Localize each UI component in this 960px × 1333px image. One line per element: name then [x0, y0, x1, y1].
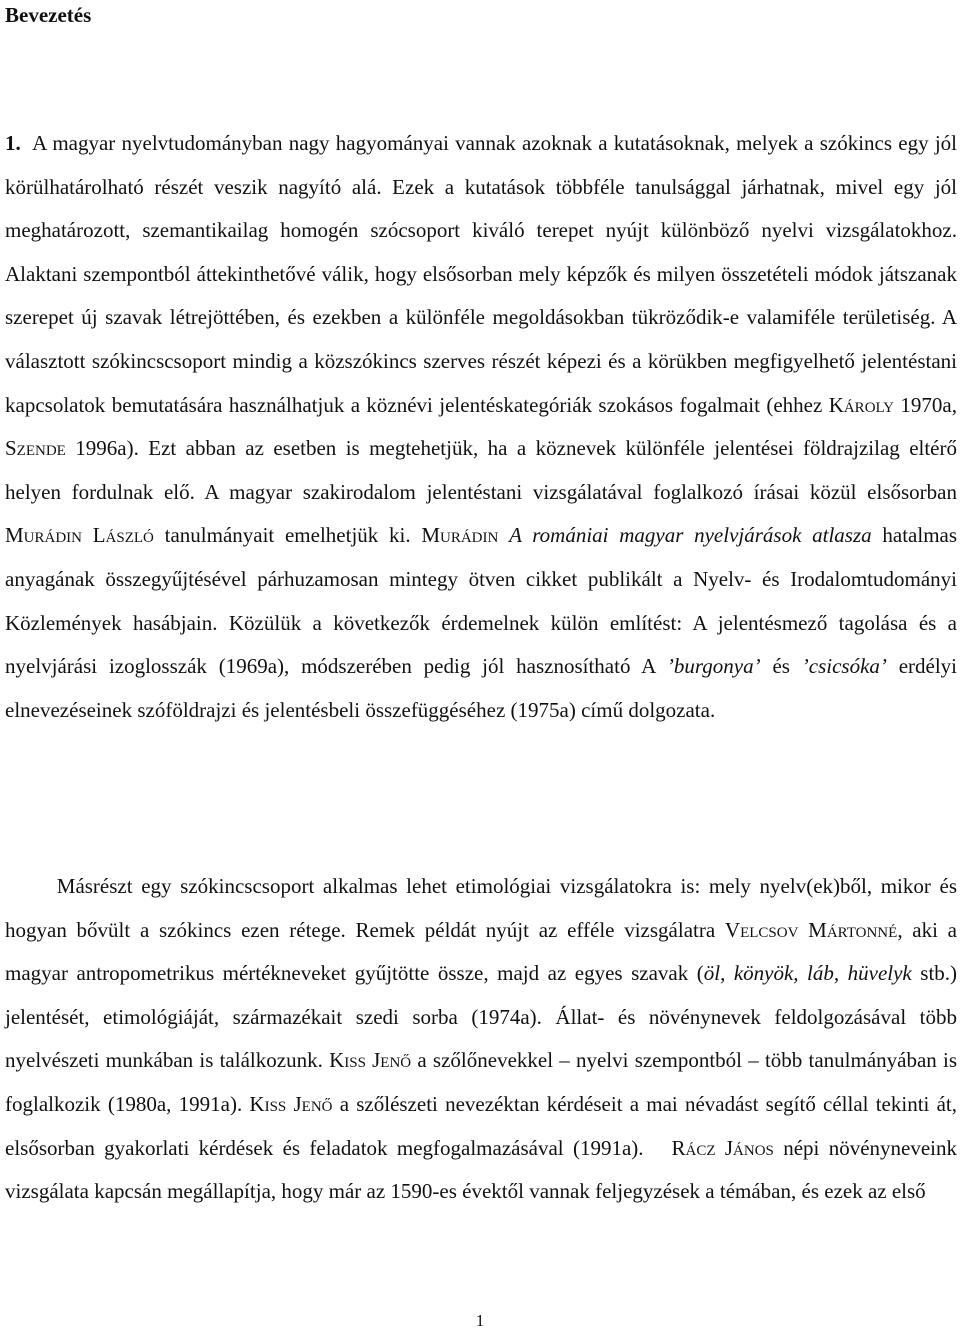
section-heading: Bevezetés	[5, 3, 92, 27]
paragraph-1-text-4: tanulmányait emelhetjük ki.	[164, 523, 411, 548]
author-name: Szende	[5, 436, 66, 461]
paragraph-1-text-1: A magyar nyelvtudományban nagy hagyományai vannak azoknak a kutatásoknak, melyek a szókincs egy jól körülhatárolható részét veszik nagyító alá. Ezek a kutatások többféle tanulsággal járhatnak, mivel egy jól meghatározott, szemantikailag homogén szócsoport kiváló terepet nyújt különböző nyelvi vizsgálatokhoz. Alaktani szempontból áttekinthetővé válik, hogy elsősorban mely képzők és milyen összetételi módok játszanak szerepet új szavak létrejöttében, és ezekben a különféle megoldásokban tükröződik-e valamiféle területiség. A választott szókincscsoport mindig a közszókincs szerves részét képezi és a körükben megfigyelhető jelentéstani kapcsolatok bemutatására használhatjuk a köznévi jelentéskategóriák szokásos fogalmait (ehhez	[5, 131, 957, 417]
work-title: A romániai magyar nyelvjárások atlasza	[509, 523, 872, 548]
paragraph-1	[5, 122, 957, 732]
paragraph-2	[5, 865, 957, 1214]
example-words: öl, könyök, láb, hüvelyk	[703, 961, 912, 986]
paragraph-number: 1.	[5, 131, 21, 155]
paragraph-1-text-3: 1996a). Ezt abban az esetben is megtehetjük, ha a köznevek különféle jelentései földrajzilag eltérő helyen fordulnak elő. A magyar szakirodalom jelentéstani vizsgálatával foglalkozó írásai közül elsősorban	[5, 436, 958, 504]
quoted-word: ’csicsóka’	[801, 654, 887, 679]
author-name: Murádin	[421, 523, 499, 548]
author-name: Kiss Jenő	[329, 1048, 412, 1073]
quoted-word: ’burgonya’	[666, 654, 761, 679]
paragraph-2-text-1: Másrészt egy szókincscsoport alkalmas lehet etimológiai vizsgálatokra is: mely nyelv(ek)ből, mikor és hogyan bővült a szókincs ezen rétege. Remek példát nyújt az efféle vizsgálatra	[5, 874, 958, 942]
author-name: Kiss Jenő	[249, 1091, 333, 1116]
paragraph-2-text-5: a szőlészeti nevezéktan kérdéseit a mai névadást segítő céllal tekinti át, elsősorban gyakorlati kérdések és feladatok megfogalmazásával (1991a).	[5, 1091, 957, 1160]
paragraph-1-text-6: és	[772, 654, 790, 679]
author-name: Károly	[828, 392, 895, 417]
author-name: Rácz János	[671, 1135, 774, 1160]
paragraph-2-text-6: népi növényneveink vizsgálata kapcsán megállapítja, hogy már az 1590-es évektől vannak feljegyzések a témában, és ezek az első	[5, 1135, 958, 1204]
paragraph-2-text-2: , aki a magyar antropometrikus mértékneveket gyűjtötte össze, majd az egyes szavak (	[5, 917, 958, 986]
paragraph-2-text-3: stb.) jelentését, etimológiáját, származékait szedi sorba (1974a). Állat- és növénynevek feldolgozásával több nyelvészeti munkában is találkozunk.	[5, 961, 958, 1073]
author-name: Murádin László	[5, 523, 154, 548]
paragraph-1-text-2: 1970a,	[900, 392, 957, 417]
paragraph-1-text-7: erdélyi elnevezéseinek szóföldrajzi és jelentésbeli összefüggéséhez (1975a) című dolgozata.	[5, 654, 958, 722]
paragraph-2-text-4: a szőlőnevekkel – nyelvi szempontból – több tanulmányában is foglalkozik (1980a, 1991a).	[5, 1048, 958, 1116]
paragraph-1-text-5: hatalmas anyagának összegyűjtésével párhuzamosan mintegy ötven cikket publikált a Nyelv- és Irodalomtudományi Közlemények hasábjain. Közülük a következők érdemelnek külön említést: A jelentésmező tagolása és a nyelvjárási izoglosszák (1969a), módszerében pedig jól hasznosítható A	[5, 523, 958, 679]
page-number: 1	[475, 1311, 485, 1330]
author-name: Velcsov Mártonné	[724, 917, 898, 942]
